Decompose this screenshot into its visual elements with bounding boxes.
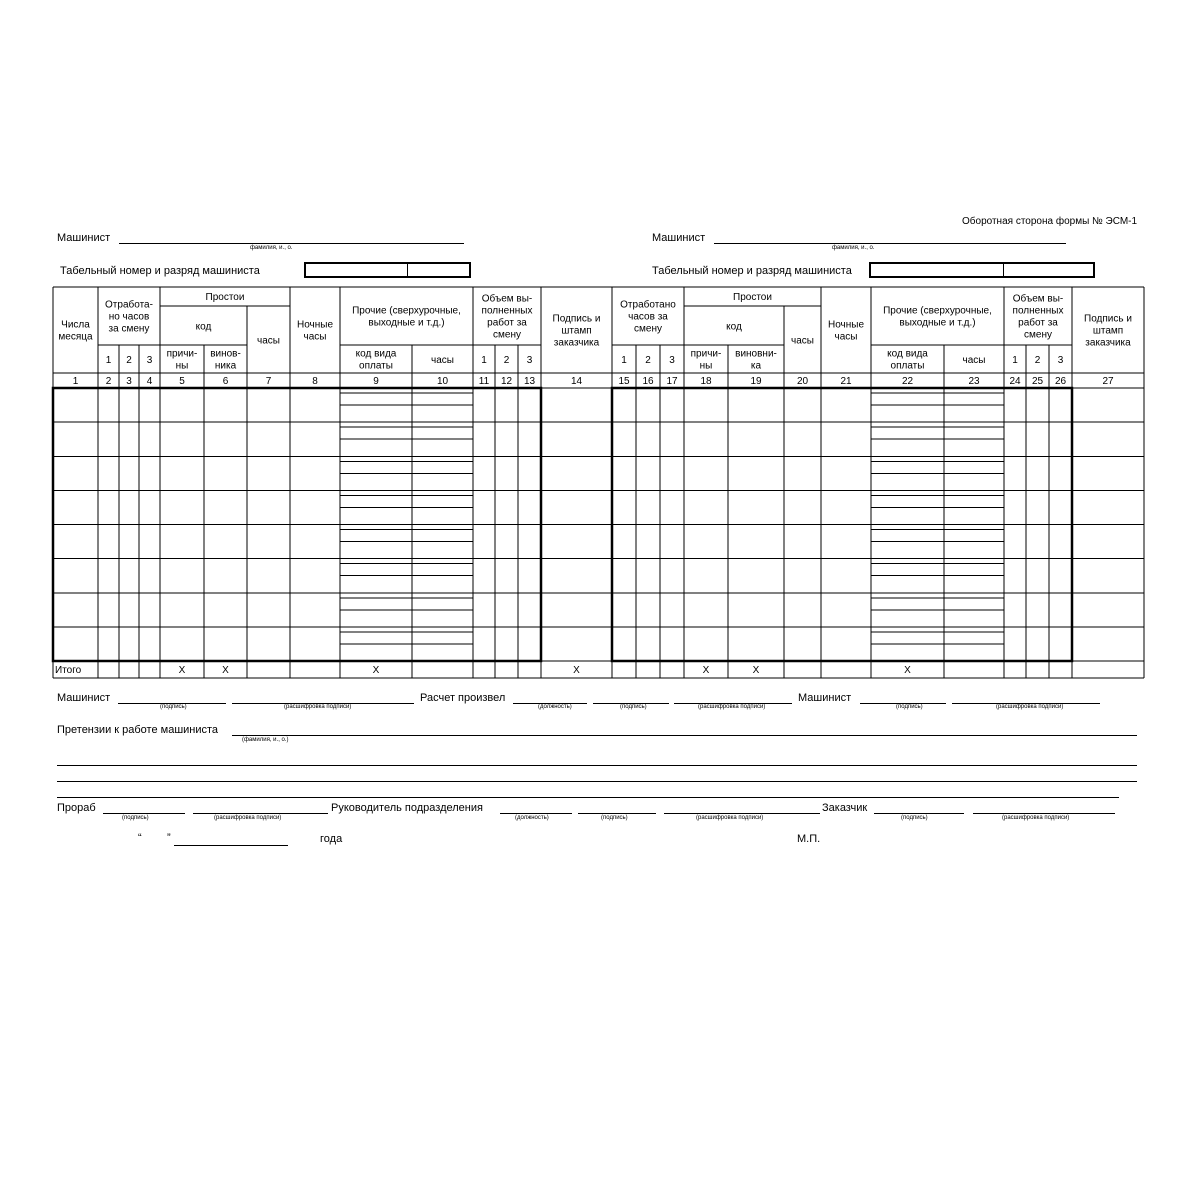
caption-position-1: (должность): [538, 704, 572, 710]
column-number: 26: [1054, 376, 1067, 387]
date-quote-open: “: [138, 832, 142, 844]
column-number: 16: [642, 376, 654, 387]
column-number: 22: [901, 376, 914, 387]
column-number: 18: [700, 376, 712, 387]
total-x-mark: Х: [178, 665, 186, 676]
header-reason: причи-: [166, 348, 198, 360]
column-number: 15: [618, 376, 630, 387]
column-number: 7: [265, 376, 272, 387]
claims-line-3[interactable]: [57, 781, 1137, 782]
bottom-machinist-label-2: Машинист: [798, 692, 852, 704]
customer-decode-field[interactable]: [973, 813, 1115, 814]
caption-sign-4: (подпись): [122, 815, 149, 821]
caption-fio: (фамилия, и., о.): [242, 737, 289, 743]
header-volume-right: работ за: [1018, 317, 1058, 329]
head-decode-field[interactable]: [664, 813, 820, 814]
column-number: 20: [796, 376, 809, 387]
header-reason: ны: [175, 360, 189, 372]
header-pay-code-right: код вида: [887, 348, 928, 360]
column-number: 8: [312, 376, 318, 387]
caption-sign-2: (подпись): [620, 704, 647, 710]
header-worked-hours: но часов: [108, 311, 150, 323]
header-other-right: выходные и т.д.): [899, 317, 976, 329]
header-reason-right: причи-: [690, 348, 722, 360]
column-number: 14: [570, 376, 583, 387]
header-culprit-right: ка: [750, 360, 762, 372]
header-worked-hours-right: Отработано: [620, 299, 676, 311]
header-shift-num-right: 1: [621, 355, 627, 366]
head-position-field[interactable]: [500, 813, 572, 814]
header-volume-shift-num: 2: [503, 355, 510, 366]
caption-decode-1: (расшифровка подписи): [284, 704, 352, 710]
column-number: 10: [436, 376, 449, 387]
column-number: 3: [126, 376, 132, 387]
column-number: 5: [179, 376, 185, 387]
caption-sign-5: (подпись): [601, 815, 628, 821]
total-label: Итого: [55, 665, 82, 676]
header-pay-code: оплаты: [359, 360, 393, 372]
column-number: 21: [840, 376, 852, 387]
header-worked-hours-right: часов за: [628, 311, 668, 323]
tab-number-label-left: Табельный номер и разряд машиниста: [60, 265, 260, 277]
column-number: 2: [105, 376, 112, 387]
header-idle-code: код: [195, 321, 212, 333]
caption-sign-3: (подпись): [896, 704, 923, 710]
calc-label: Расчет произвел: [420, 692, 506, 704]
header-worked-hours: Отработа-: [105, 299, 153, 311]
total-x-mark: Х: [752, 665, 760, 676]
caption-decode-4: (расшифровка подписи): [214, 815, 282, 821]
column-number: 4: [146, 376, 153, 387]
header-volume-right: Объем вы-: [1012, 293, 1064, 305]
total-x-mark: Х: [372, 665, 380, 676]
header-customer-sign: заказчика: [553, 337, 600, 349]
header-worked-hours-right: смену: [634, 323, 662, 335]
caption-sign-1: (подпись): [160, 704, 187, 710]
header-night-hours-right: Ночные: [827, 319, 865, 331]
claims-line-2[interactable]: [57, 765, 1137, 766]
column-number: 6: [222, 376, 229, 387]
header-culprit-right: виновни-: [735, 348, 777, 360]
caption-decode-6: (расшифровка подписи): [1002, 815, 1070, 821]
header-volume-right: полненных: [1012, 305, 1064, 317]
caption-decode-5: (расшифровка подписи): [696, 815, 764, 821]
bottom-machinist-label: Машинист: [57, 692, 111, 704]
machinist-label-left: Машинист: [57, 232, 111, 244]
head-label: Руководитель подразделения: [331, 802, 483, 814]
year-label: года: [320, 833, 343, 845]
header-other: выходные и т.д.): [368, 317, 445, 329]
header-volume: работ за: [487, 317, 527, 329]
header-pay-code-right: оплаты: [890, 360, 925, 372]
claims-line-4[interactable]: [57, 797, 1119, 798]
column-number: 17: [666, 376, 678, 387]
header-idle-hours-right: часы: [791, 335, 814, 347]
column-number: 23: [968, 376, 980, 387]
column-number: 1: [72, 376, 79, 387]
header-volume-shift-num-right: 3: [1057, 355, 1064, 366]
claims-label: Претензии к работе машиниста: [57, 724, 219, 736]
claims-line-1[interactable]: [232, 735, 1137, 736]
header-culprit: ника: [214, 360, 237, 372]
header-volume-shift-num-right: 2: [1034, 355, 1041, 366]
header-shift-num: 1: [105, 355, 112, 366]
header-culprit: винов-: [210, 348, 241, 360]
header-worked-hours: за смену: [108, 323, 150, 335]
column-number: 13: [523, 376, 536, 387]
date-month-field[interactable]: [174, 845, 288, 846]
header-customer-sign-right: заказчика: [1085, 337, 1131, 349]
header-idle-hours: часы: [257, 335, 280, 347]
fio-caption-left: фамилия, и., о.: [250, 245, 293, 251]
header-night-hours: Ночные: [296, 319, 334, 331]
total-x-mark: Х: [904, 665, 911, 676]
header-other-right: Прочие (сверхурочные,: [883, 305, 992, 317]
header-customer-sign: штамп: [561, 325, 592, 337]
header-volume: смену: [493, 329, 521, 341]
head-sign-field[interactable]: [578, 813, 656, 814]
header-idle-code-right: код: [726, 321, 742, 333]
total-x-mark: Х: [573, 665, 580, 676]
header-volume: Объем вы-: [481, 293, 533, 305]
header-day: месяца: [58, 331, 93, 343]
machinist-label-right: Машинист: [652, 232, 706, 244]
tab-number-label-right: Табельный номер и разряд машиниста: [652, 265, 852, 277]
caption-decode-2: (расшифровка подписи): [698, 704, 766, 710]
header-night-hours-right: часы: [834, 331, 858, 343]
header-volume-shift-num: 1: [481, 355, 487, 366]
column-number: 12: [500, 376, 513, 387]
header-customer-sign-right: штамп: [1092, 325, 1124, 337]
column-number: 19: [750, 376, 762, 387]
header-volume-right: смену: [1024, 329, 1052, 341]
header-other-hours-right: часы: [962, 355, 986, 366]
column-number: 9: [373, 376, 379, 387]
caption-decode-3: (расшифровка подписи): [996, 704, 1064, 710]
stamp-label: М.П.: [797, 833, 821, 845]
header-shift-num-right: 2: [645, 355, 651, 366]
total-x-mark: Х: [222, 665, 229, 676]
header-volume-shift-num-right: 1: [1012, 355, 1018, 366]
header-customer-sign: Подпись и: [552, 313, 601, 325]
header-volume: полненных: [481, 305, 533, 317]
column-number: 27: [1102, 376, 1114, 387]
header-night-hours: часы: [303, 331, 327, 343]
header-shift-num-right: 3: [669, 355, 675, 366]
header-idle-right: Простои: [733, 292, 772, 303]
form-reference: Оборотная сторона формы № ЭСМ-1: [962, 216, 1138, 227]
header-pay-code: код вида: [355, 348, 397, 360]
column-number: 25: [1031, 376, 1044, 387]
customer-label: Заказчик: [822, 802, 868, 814]
date-quote-close: ”: [167, 832, 171, 844]
foreman-decode-field[interactable]: [193, 813, 328, 814]
header-customer-sign-right: Подпись и: [1084, 313, 1132, 325]
caption-position-2: (должность): [515, 815, 549, 821]
header-idle: Простои: [205, 292, 245, 303]
header-shift-num: 2: [126, 355, 132, 366]
header-volume-shift-num: 3: [526, 355, 533, 366]
caption-sign-6: (подпись): [901, 815, 928, 821]
foreman-sign-field[interactable]: [103, 813, 185, 814]
customer-sign-field[interactable]: [874, 813, 964, 814]
header-other: Прочие (сверхурочные,: [352, 305, 461, 317]
foreman-label: Прораб: [57, 802, 96, 814]
header-shift-num: 3: [146, 355, 153, 366]
total-x-mark: Х: [702, 665, 710, 676]
fio-caption-right: фамилия, и., о.: [832, 245, 875, 251]
column-number: 24: [1009, 376, 1021, 387]
column-number: 11: [478, 376, 490, 387]
header-reason-right: ны: [699, 360, 713, 372]
header-day: Числа: [61, 319, 90, 331]
header-other-hours: часы: [431, 355, 454, 366]
